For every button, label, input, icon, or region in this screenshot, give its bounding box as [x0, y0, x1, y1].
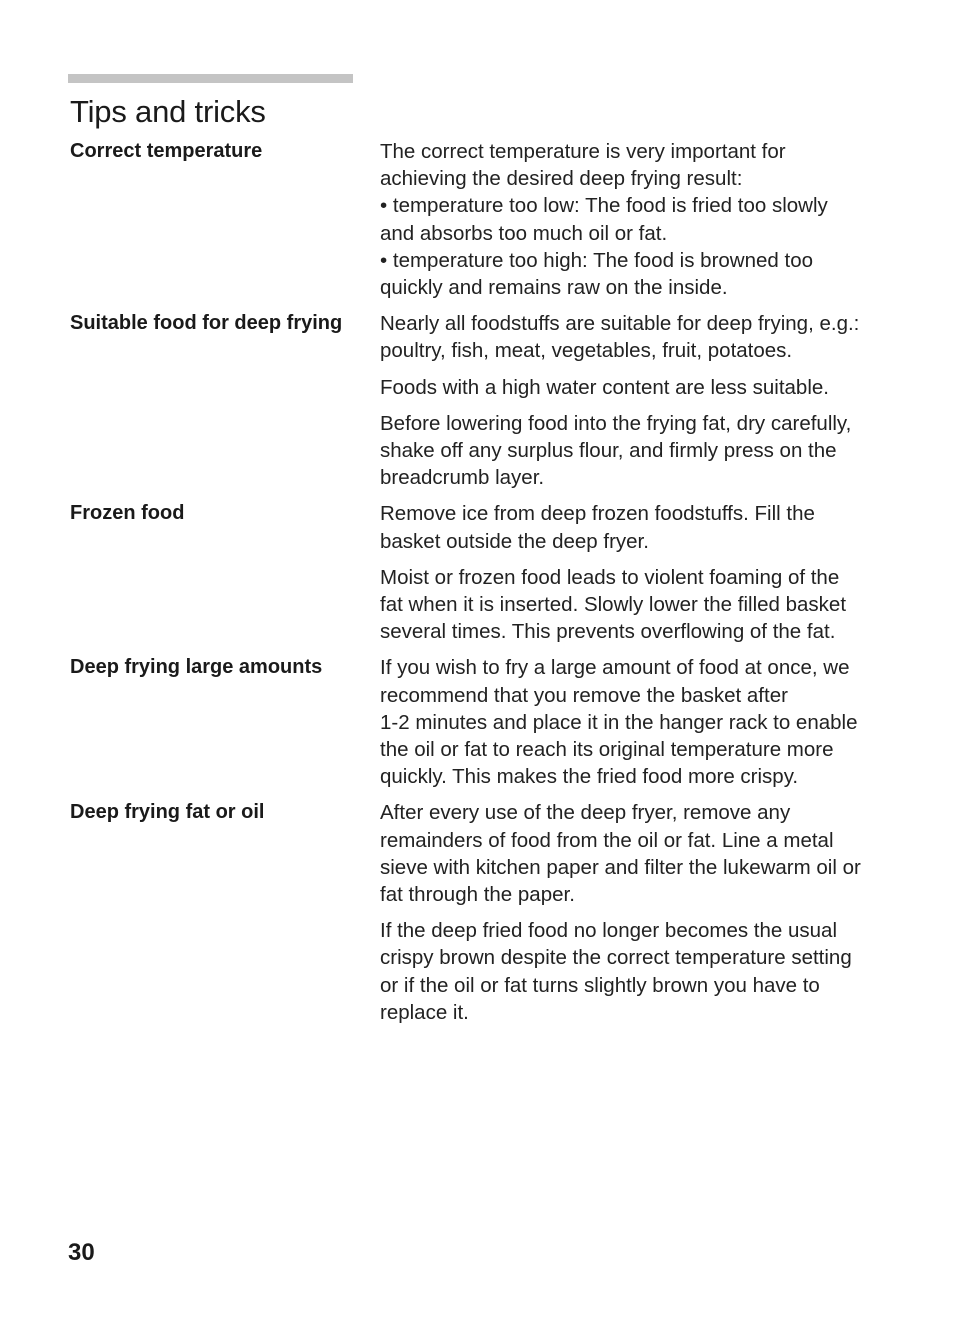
tip-section	[70, 500, 890, 645]
section-label: Deep frying fat or oil	[70, 801, 265, 824]
section-body	[380, 138, 890, 301]
text-line: crispy brown despite the correct temperature setting	[380, 946, 852, 970]
section-label: Deep frying large amounts	[70, 656, 323, 679]
text-line: If you wish to fry a large amount of food at once, we	[380, 656, 850, 680]
text-line: the oil or fat to reach its original temperature more	[380, 738, 834, 762]
text-line: recommend that you remove the basket after	[380, 683, 788, 707]
text-line: quickly. This makes the fried food more crispy.	[380, 765, 799, 789]
page-number: 30	[68, 1239, 95, 1266]
section-label: Correct temperature	[70, 140, 263, 162]
text-line: replace it.	[380, 1000, 469, 1024]
page-title: Tips and tricks	[70, 94, 266, 129]
tip-section	[70, 138, 890, 301]
section-paragraph	[380, 917, 890, 1026]
tip-section	[70, 654, 890, 790]
section-label: Frozen food	[70, 502, 185, 525]
text-line: and absorbs too much oil or fat.	[380, 221, 668, 245]
section-label: Suitable food for deep frying	[70, 312, 343, 335]
section-paragraph	[380, 564, 890, 646]
text-line: Remove ice from deep frozen foodstuffs. Fill the	[380, 502, 815, 526]
text-line: quickly and remains raw on the inside.	[380, 276, 728, 300]
section-paragraph	[380, 799, 890, 908]
text-line: • temperature too high: The food is browned too	[380, 248, 814, 272]
section-paragraph	[380, 410, 890, 492]
section-body	[380, 654, 890, 790]
text-line: sieve with kitchen paper and filter the lukewarm oil or	[380, 855, 861, 879]
section-paragraph	[380, 138, 890, 301]
text-line: remainders of food from the oil or fat. Line a metal	[380, 828, 834, 852]
tip-section	[70, 799, 890, 1026]
section-body	[380, 500, 890, 645]
header-rule	[68, 74, 353, 83]
section-body	[380, 310, 890, 491]
text-line: breadcrumb layer.	[380, 466, 545, 490]
text-line: Before lowering food into the frying fat, dry carefully,	[380, 411, 852, 435]
tip-section	[70, 310, 890, 491]
section-paragraph	[380, 654, 890, 790]
section-paragraph	[380, 310, 890, 364]
text-line: several times. This prevents overflowing of the fat.	[380, 620, 836, 644]
text-line: or if the oil or fat turns slightly brown you have to	[380, 973, 820, 997]
section-body	[380, 799, 890, 1026]
section-paragraph	[380, 500, 890, 554]
text-line: The correct temperature is very important for	[380, 140, 786, 163]
text-line: poultry, fish, meat, vegetables, fruit, potatoes.	[380, 339, 793, 363]
text-line: achieving the desired deep frying result:	[380, 167, 743, 191]
text-line: basket outside the deep fryer.	[380, 529, 649, 553]
text-line: • temperature too low: The food is fried too slowly	[380, 194, 828, 218]
text-line: After every use of the deep fryer, remove any	[380, 801, 791, 825]
text-line: shake off any surplus flour, and firmly press on the	[380, 439, 837, 463]
section-paragraph	[380, 374, 890, 401]
text-line: Foods with a high water content are less suitable.	[380, 375, 829, 399]
text-line: fat when it is inserted. Slowly lower the filled basket	[380, 593, 847, 617]
text-line: Moist or frozen food leads to violent foaming of the	[380, 565, 840, 589]
text-line: Nearly all foodstuffs are suitable for deep frying, e.g.:	[380, 312, 860, 336]
tips-content	[70, 138, 890, 1035]
text-line: fat through the paper.	[380, 883, 575, 907]
text-line: If the deep fried food no longer becomes the usual	[380, 919, 838, 943]
text-line: 1-2 minutes and place it in the hanger rack to enable	[380, 710, 858, 734]
